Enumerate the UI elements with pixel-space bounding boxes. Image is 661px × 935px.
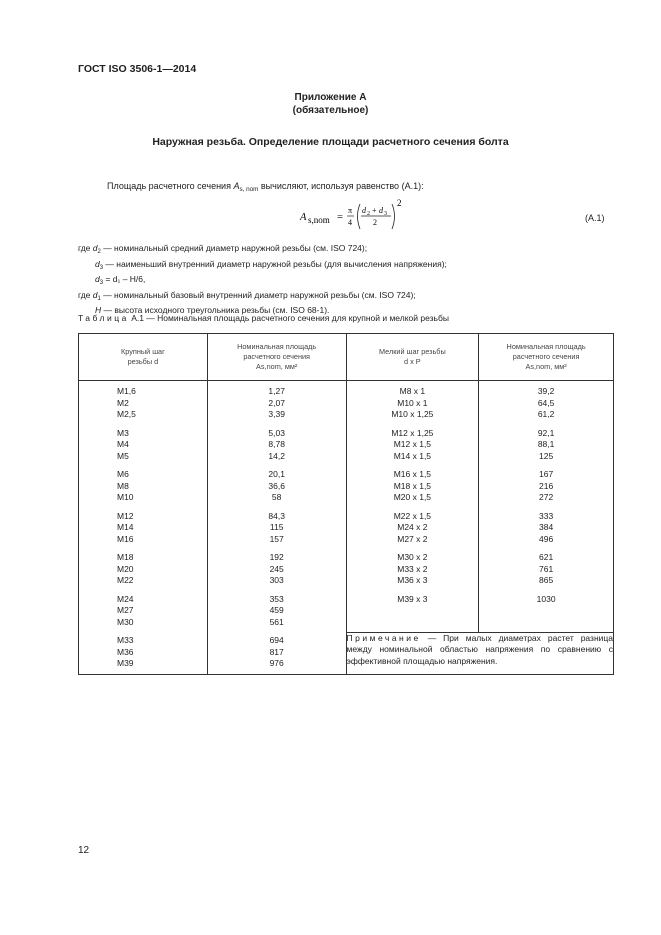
definition-item: где $d_2$ — номинальный средний диаметр наружной резьбы (см. ISO 724); [78, 243, 368, 255]
definition-item: $d_3 = d_1 - H/6$, [95, 274, 146, 286]
formula-power: 2 [397, 198, 402, 208]
cell-value: M2,5 [117, 409, 136, 419]
cell-value: M33 [117, 635, 134, 645]
table-cell [79, 549, 208, 591]
cell-value: 216 [539, 480, 554, 491]
cell-value: 976 [269, 658, 284, 668]
cell-value: M33 x 2 [397, 563, 428, 574]
cell-value: M20 x 1,5 [393, 492, 432, 502]
cell-value: M4 [117, 439, 129, 449]
formula-lhs-var: A [300, 212, 307, 223]
cell-value: M1,6 [117, 386, 136, 396]
table-note [346, 632, 613, 674]
cell-group [479, 591, 613, 610]
cell-value: M6 [117, 469, 129, 479]
definition-item: $d_3$ — наименьший внутренний диаметр наружной резьбы (для вычисления напряжения); [95, 258, 447, 271]
cell-group [208, 381, 346, 425]
cell-value: 621 [539, 552, 554, 562]
cell-value: 58 [271, 492, 282, 502]
cell-value: 496 [539, 533, 554, 544]
cell-value: M30 x 2 [397, 552, 428, 562]
cell-value: 167 [539, 469, 554, 479]
table-cell [346, 549, 479, 591]
section-title: Наружная резьба. Определение площади расчетного сечения болта [152, 136, 509, 148]
cell-value: 333 [539, 510, 554, 521]
table-cell [207, 549, 346, 591]
cell-group [347, 381, 479, 425]
cell-value: M22 x 1,5 [393, 510, 432, 521]
cell-group [479, 466, 613, 508]
cell-value: M39 x 3 [397, 593, 428, 604]
table-cell [479, 508, 614, 550]
cell-value: 561 [269, 616, 284, 627]
document-header: ГОСТ ISO 3506-1—2014 [78, 63, 197, 75]
cell-value: M39 [117, 658, 134, 668]
cell-value: 192 [269, 552, 284, 562]
intro-paragraph: Площадь расчетного сечения $A_{s, nom}$ вычисляют, используя равенство (А.1): [107, 181, 424, 193]
cell-value: M22 [117, 575, 134, 585]
table-cell [79, 632, 208, 674]
table-row [79, 549, 614, 591]
formula-a1 [300, 194, 420, 236]
table-cell [207, 508, 346, 550]
cell-value: 39,2 [537, 386, 555, 396]
cell-value: M18 x 1,5 [393, 480, 432, 491]
cell-value: 817 [269, 646, 284, 657]
cell-value: 245 [269, 563, 284, 574]
appendix-status: (обязательное) [292, 105, 369, 116]
cell-value: 761 [539, 563, 554, 574]
definition-item: H — высота исходного треугольника резьбы (см. ISO 68-1). [95, 305, 330, 315]
cell-value: 157 [269, 533, 284, 544]
table-cell [79, 466, 208, 508]
cell-group [79, 425, 207, 467]
cell-group [347, 425, 479, 467]
cell-value: M14 x 1,5 [393, 450, 432, 461]
cell-group [208, 425, 346, 467]
cell-value: M36 x 3 [397, 575, 428, 585]
table-cell [79, 425, 208, 467]
cell-value: 459 [269, 605, 284, 615]
cell-group [79, 508, 207, 550]
cell-value: M36 [117, 646, 134, 657]
cell-group [79, 549, 207, 591]
header-fine-pitch: Мелкий шаг резьбы d x P [346, 334, 479, 381]
cell-value: 88,1 [537, 439, 555, 449]
page-number: 12 [78, 845, 90, 856]
cell-value: 92,1 [537, 427, 555, 438]
cell-value: 64,5 [537, 397, 555, 408]
cell-value: M5 [117, 450, 129, 461]
cell-value: M12 x 1,25 [391, 427, 434, 438]
cell-value: M20 [117, 563, 134, 574]
cell-value: M14 [117, 522, 134, 532]
cell-value: M8 x 1 [399, 386, 426, 396]
cell-group [79, 632, 207, 674]
cell-value: M27 x 2 [397, 533, 428, 544]
cell-group [79, 381, 207, 425]
cell-value: M16 [117, 533, 134, 544]
cell-value: M24 x 2 [397, 522, 428, 532]
formula-pi: π [348, 206, 353, 215]
table-caption-label: Таблица [78, 313, 129, 323]
cell-group [347, 591, 479, 610]
cell-group [208, 591, 346, 633]
cell-value: M16 x 1,5 [393, 469, 432, 479]
table-header-row [79, 334, 614, 381]
table-row [79, 508, 614, 550]
cell-value: 303 [269, 575, 284, 585]
formula-d3-sub: 3 [384, 211, 387, 217]
cell-value: M10 x 1 [397, 397, 428, 408]
table-cell [479, 549, 614, 591]
cell-group [79, 466, 207, 508]
table-cell [346, 381, 479, 425]
table-caption-text: А.1 — Номинальная площадь расчетного сечения для крупной и мелкой резьбы [128, 313, 449, 323]
table-cell [479, 466, 614, 508]
cell-value: 5,03 [268, 427, 285, 438]
cell-value: 272 [539, 492, 554, 502]
table-cell [79, 591, 208, 633]
cell-value: 2,07 [268, 397, 285, 408]
definitions-list [78, 243, 447, 321]
table-cell [79, 508, 208, 550]
table-cell [346, 591, 479, 633]
cell-value: 1030 [536, 593, 556, 604]
equation-number: (А.1) [585, 213, 605, 223]
cell-value: 36,6 [268, 480, 285, 491]
cell-value: 125 [539, 450, 554, 461]
cell-value: 865 [539, 575, 554, 585]
cell-group [347, 508, 479, 550]
formula-lhs-sub: s,nom [308, 215, 330, 225]
cell-group [479, 549, 613, 591]
cell-value: 61,2 [537, 409, 555, 419]
cell-value: M3 [117, 427, 129, 438]
table-row [79, 425, 614, 467]
table-cell [479, 591, 614, 633]
header-fine-area: Номинальная площадь расчетного сечения As,nom, мм² [479, 334, 614, 381]
cell-value: 84,3 [268, 510, 285, 521]
cell-group [347, 466, 479, 508]
cell-value: M18 [117, 552, 134, 562]
cell-group [479, 425, 613, 467]
table-cell [346, 425, 479, 467]
note-text: — При малых диаметрах растет разница между номинальной областью напряжения по сравнению с эффективной площадью напряжения. [346, 632, 613, 666]
formula-plus: + [372, 206, 377, 215]
table-cell [207, 632, 346, 674]
table-cell [346, 466, 479, 508]
table-row [79, 381, 614, 425]
note-label: Примечание [346, 632, 421, 643]
table-cell [207, 425, 346, 467]
header-coarse-pitch: Крупный шаг резьбы d [79, 334, 208, 381]
cell-value: 384 [539, 522, 554, 532]
cell-group [208, 466, 346, 508]
cell-value: 3,39 [268, 409, 285, 419]
cell-value: 1,27 [268, 386, 285, 396]
cell-group [208, 508, 346, 550]
cell-value: M24 [117, 593, 134, 604]
appendix-title: Приложение А [294, 92, 367, 103]
definition-item: где $d_1$ — номинальный базовый внутренний диаметр наружной резьбы (см. ISO 724); [78, 289, 416, 302]
table-row [79, 466, 614, 508]
formula-four: 4 [348, 218, 352, 227]
cell-group [479, 381, 613, 425]
formula-equals: = [337, 212, 343, 223]
table-row [79, 632, 614, 674]
table-cell [207, 381, 346, 425]
cell-group [208, 549, 346, 591]
table-cell [207, 466, 346, 508]
right-paren [392, 204, 395, 229]
cell-value: M12 x 1,5 [393, 439, 432, 449]
table-row [79, 591, 614, 633]
cell-value: M12 [117, 510, 134, 521]
cell-group [479, 508, 613, 550]
table-cell [346, 508, 479, 550]
cell-value: 8,78 [268, 439, 285, 449]
thread-area-table [78, 333, 614, 675]
header-coarse-area: Номинальная площадь расчетного сечения As,nom, мм² [207, 334, 346, 381]
table-cell [479, 381, 614, 425]
cell-value: M10 [117, 492, 134, 502]
formula-d3: d [379, 206, 383, 215]
table-cell [479, 425, 614, 467]
cell-group [347, 549, 479, 591]
cell-value: M2 [117, 397, 129, 408]
cell-value: M8 [117, 480, 129, 491]
cell-value: 20,1 [268, 469, 285, 479]
cell-group [208, 632, 346, 674]
cell-value: M27 [117, 605, 134, 615]
table-cell [207, 591, 346, 633]
cell-value: 353 [269, 593, 284, 604]
appendix-heading [0, 91, 661, 117]
table-body [79, 334, 614, 675]
formula-two: 2 [373, 218, 377, 227]
formula-d2-sub: 2 [367, 211, 370, 217]
cell-value: M30 [117, 616, 134, 627]
cell-value: 115 [269, 522, 284, 532]
formula-d2: d [362, 206, 366, 215]
table-cell [79, 381, 208, 425]
left-paren [358, 204, 361, 229]
cell-group [79, 591, 207, 633]
table-caption [78, 313, 449, 323]
cell-value: 694 [269, 635, 284, 645]
cell-value: 14,2 [268, 450, 285, 461]
formula-svg [300, 194, 420, 234]
cell-value: M10 x 1,25 [391, 409, 434, 419]
